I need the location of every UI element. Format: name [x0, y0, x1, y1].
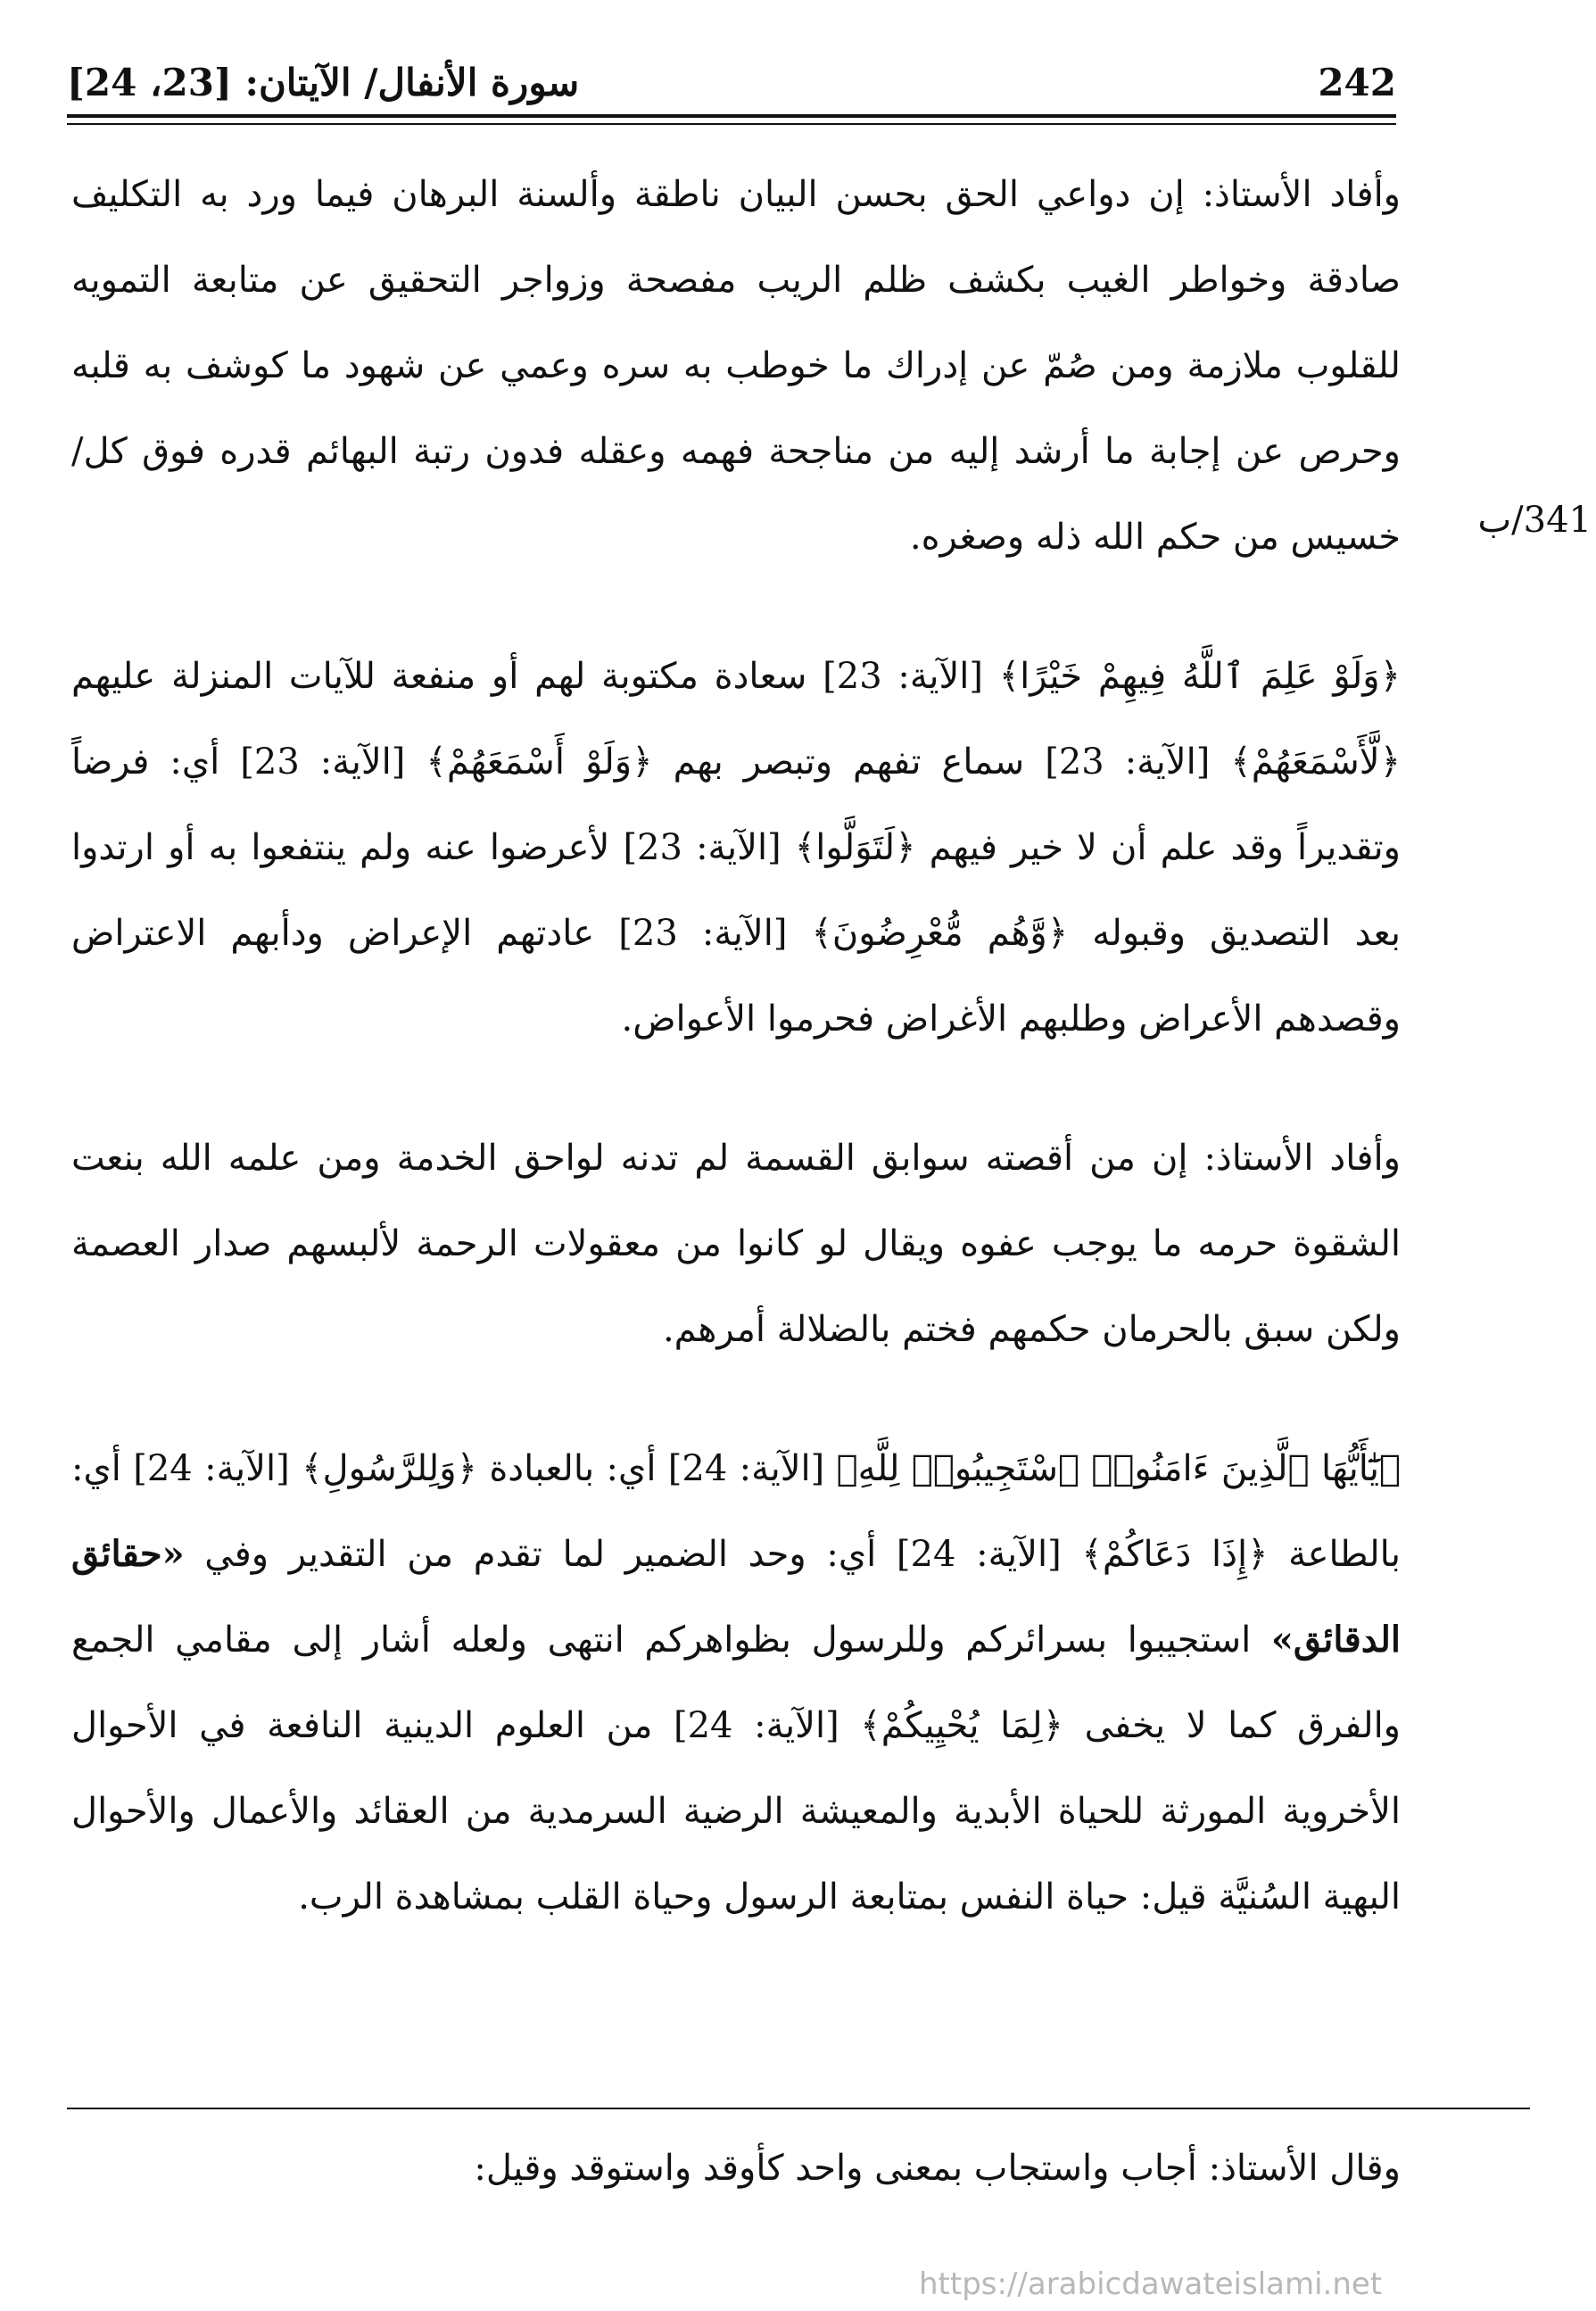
- quran-verse: ﴿لَتَوَلَّوا﴾: [794, 827, 916, 868]
- paragraph-text: وأفاد الأستاذ: إن دواعي الحق بحسن البيان ناطقة وألسنة البرهان فيما ورد به التكليف صادقة وخواطر الغيب بكشف ظلم الريب مفصحة وزواجر التحقيق عن متابعة التمويه للقلوب ملازمة ومن صُمّ عن إدراك ما خوطب به سره وعمي عن شهود ما كوشف به قلبه وحرص عن إجابة ما أرشد إليه من مناجحة فهمه وعقله فدون رتبة البهائم قدره فوق كل/ خسيس من حكم الله ذله وصغره.: [71, 174, 1401, 558]
- paragraph-text: [الآية: 24] أي: بالعبادة: [477, 1448, 837, 1489]
- paragraph: [71, 634, 1401, 1062]
- manuscript-folio-note: 341/ب: [1477, 500, 1592, 541]
- footnote-text: وقال الأستاذ: أجاب واستجاب بمعنى واحد كأوقد واستوقد وقيل:: [474, 2148, 1401, 2189]
- quran-verse: ﴿لِمَا يُحْيِيكُمْ﴾: [860, 1705, 1064, 1746]
- header-rule-thick: [67, 114, 1396, 118]
- body-text: [71, 152, 1401, 1940]
- paragraph: [71, 152, 1401, 580]
- paragraph-text: [الآية: 23] سماع تفهم وتبصر بهم: [652, 741, 1231, 783]
- book-title: «حقائق الدقائق»: [71, 1533, 1401, 1661]
- quran-verse: ﴿يَٰٓأَيُّهَا ٱلَّذِينَ ءَامَنُوا۟ ٱسْتَجِيبُوا۟ لِلَّهِ﴾: [836, 1448, 1402, 1489]
- quran-verse: ﴿وَلَوْ عَلِمَ ٱللَّهُ فِيهِمْ خَيْرًا﴾: [998, 656, 1402, 697]
- quran-verse: ﴿وَلَوْ أَسْمَعَهُمْ﴾: [426, 741, 653, 783]
- paragraph-text: [الآية: 24] من العلوم الدينية النافعة في الأحوال الأخروية المورثة للحياة الأبدية والمعيشة الرضية السرمدية من العقائد والأعمال والأحوال البهية السُنيَّة قيل: حياة النفس بمتابعة الرسول وحياة القلب بمشاهدة الرب.: [71, 1705, 1401, 1918]
- page-number: 242: [1318, 61, 1396, 104]
- footnote-separator: [67, 2108, 1530, 2109]
- page-header: [67, 55, 1396, 109]
- quran-verse: ﴿إِذَا دَعَاكُمْ﴾: [1081, 1534, 1269, 1575]
- paragraph-text: [الآية: 23] لأعرضوا عنه ولم ينتفعوا به أو ارتدوا بعد التصديق وقبوله: [71, 827, 1402, 954]
- paragraph-text: [الآية: 24] أي: وحد الضمير لما تقدم من التقدير وفي: [184, 1534, 1082, 1575]
- paragraph: [71, 1426, 1401, 1940]
- paragraph-text: وأفاد الأستاذ: إن من أقصته سوابق القسمة لم تدنه لواحق الخدمة ومن علمه الله بنعت الشقوة حرمه ما يوجب عفوه ويقال لو كانوا من معقولات الرحمة لألبسهم صدار العصمة ولكن سبق بالحرمان حكمهم فختم بالضلالة أمرهم.: [71, 1138, 1401, 1350]
- quran-verse: ﴿وَلِلرَّسُولِ﴾: [302, 1448, 477, 1489]
- paragraph-text: [الآية: 24] أي: بالطاعة: [71, 1448, 1401, 1575]
- paragraph-text: [الآية: 23] سعادة مكتوبة لهم أو منفعة للآيات المنزلة عليهم: [71, 656, 999, 697]
- quran-verse: ﴿وَّهُم مُّعْرِضُونَ﴾: [811, 913, 1069, 954]
- paragraph: [71, 1115, 1401, 1372]
- paragraph-text: [الآية: 23] عادتهم الإعراض ودأبهم الاعتراض وقصدهم الأعراض وطلبهم الأغراض فحرموا الأعواض.: [71, 913, 1401, 1040]
- paragraph-text: استجيبوا بسرائركم وللرسول بظواهركم انتهى ولعله أشار إلى مقامي الجمع والفرق كما لا يخفى: [71, 1619, 1401, 1746]
- running-title: سورة الأنفال/ الآيتان: [23، 24]: [67, 61, 580, 104]
- paragraph-text: [الآية: 23] أي: فرضاً وتقديراً وقد علم أن لا خير فيهم: [71, 741, 1402, 868]
- header-rule-thin: [67, 123, 1396, 125]
- quran-verse: ﴿لَّأَسْمَعَهُمْ﴾: [1230, 741, 1402, 783]
- watermark: https://arabicdawateislami.net: [919, 2266, 1383, 2302]
